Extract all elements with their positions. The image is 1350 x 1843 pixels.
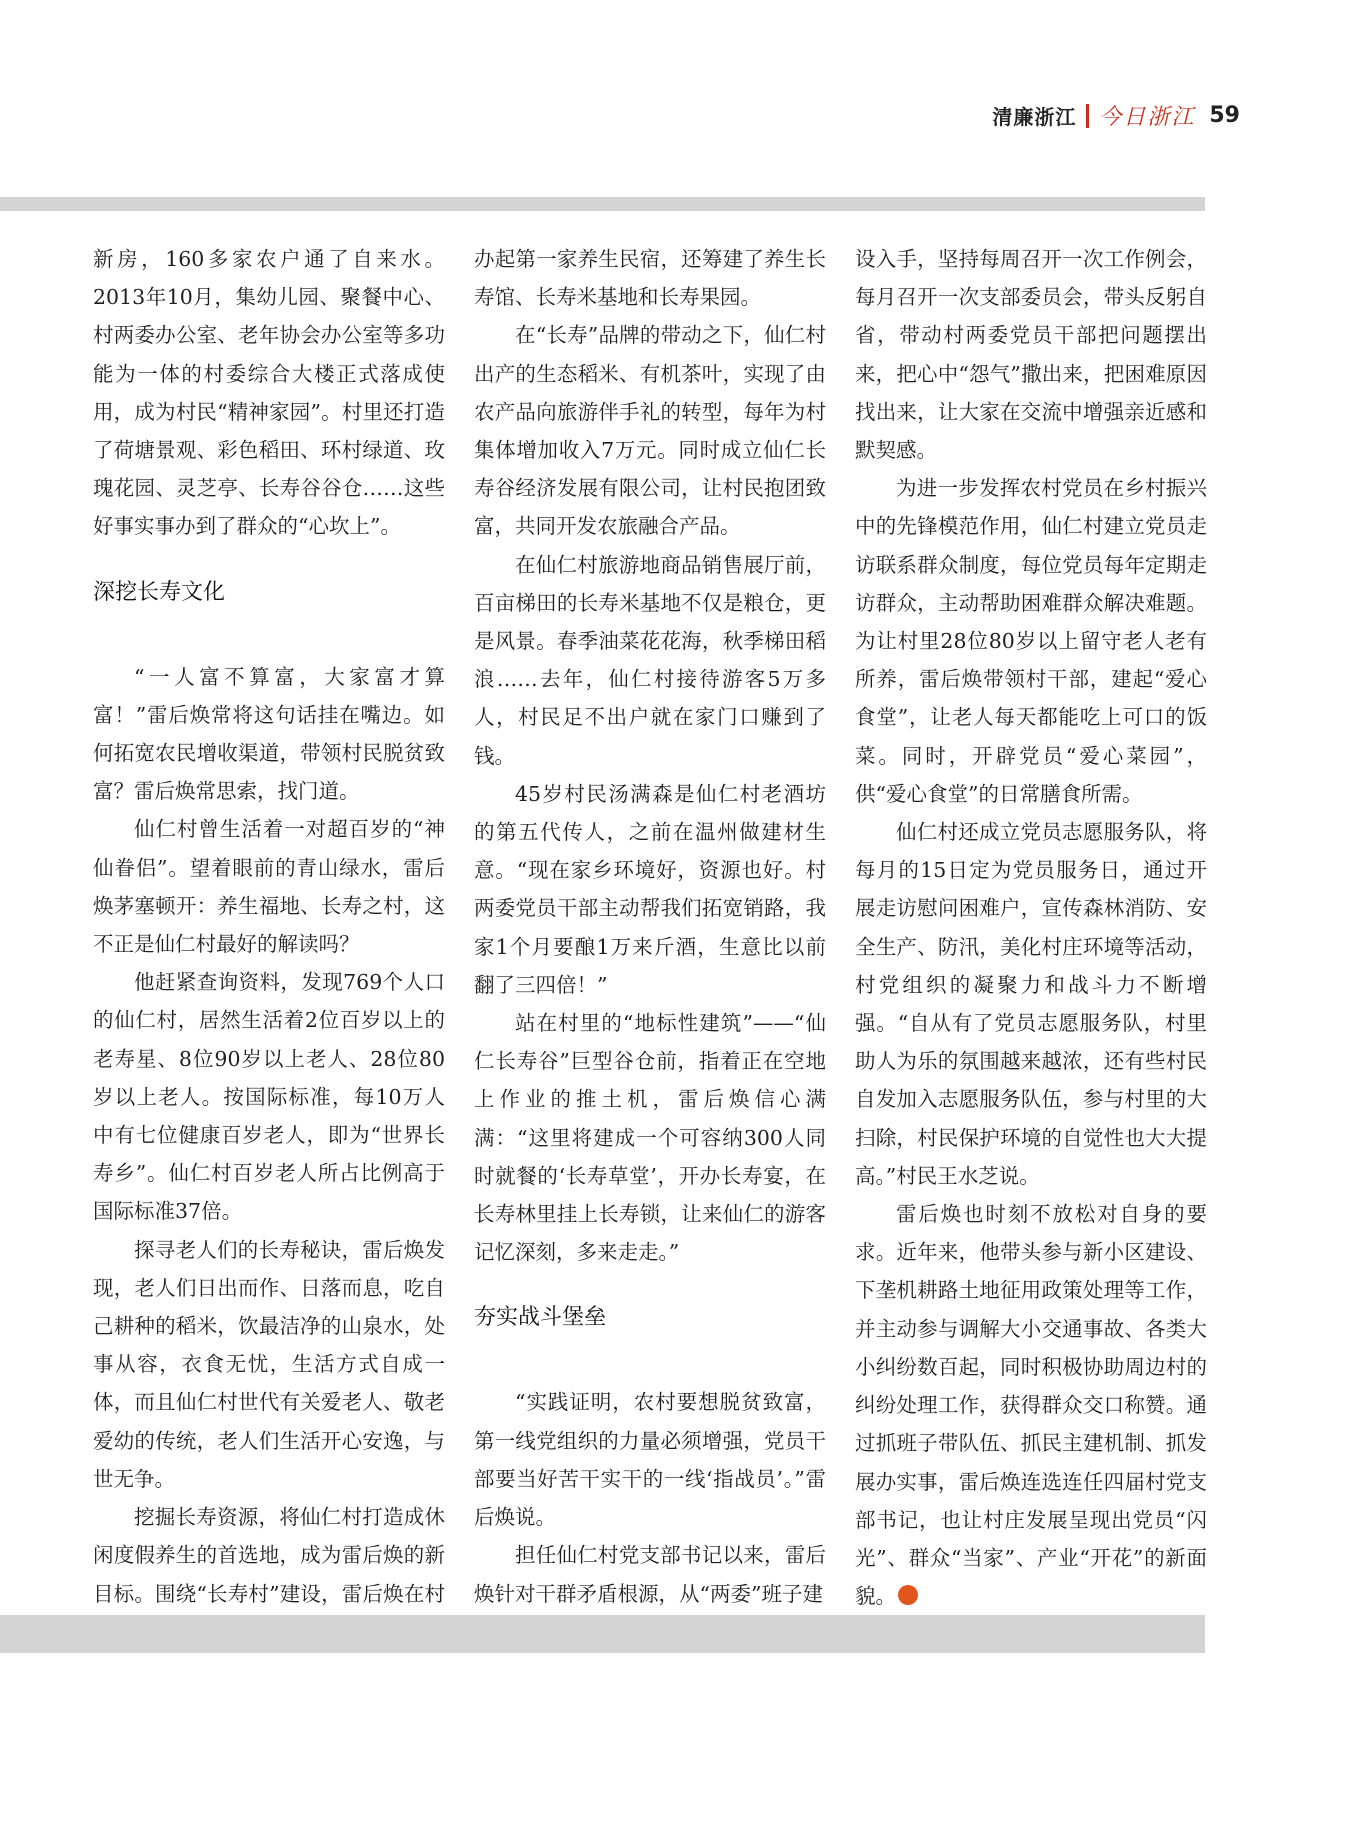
paragraph: 办起第一家养生民宿，还筹建了养生长寿馆、长寿米基地和长寿果园。 [474,247,826,310]
top-band [0,197,1205,211]
section-heading: 深挖长寿文化 [93,579,226,605]
paragraph: 新房，160多家农户通了自来水。2013年10月，集幼儿园、聚餐中心、村两委办公室、老年协会办公室等多功能为一体的村委综合大楼正式落成使用，成为村民“精神家园”。村里还打造了荷塘景观、彩色稻田、环村绿道、玫瑰花园、灵芝亭、长寿谷谷仓……这些好事实事办到了群众的“心坎上”。 [93,247,445,539]
paragraph: 仙仁村曾生活着一对超百岁的“神仙眷侣”。望着眼前的青山绿水，雷后焕茅塞顿开：养生福地、长寿之村，这不正是仙仁村最好的解读吗？ [93,817,445,957]
paragraph: 担任仙仁村党支部书记以来，雷后焕针对干群矛盾根源，从“两委”班子建 [474,1543,826,1606]
paragraph: 为进一步发挥农村党员在乡村振兴中的先锋模范作用，仙仁村建立党员走访联系群众制度，每位党员每年定期走访群众，主动帮助困难群众解决难题。为让村里28位80岁以上留守老人老有所养，雷后焕带领村干部，建起“爱心食堂”，让老人每天都能吃上可口的饭菜。同时，开辟党员“爱心菜园”，供“爱心食堂”的日常膳食所需。 [855,476,1207,806]
paragraph [855,1195,1207,1615]
paragraph: 探寻老人们的长寿秘诀，雷后焕发现，老人们日出而作、日落而息，吃自己耕种的稻米，饮最洁净的山泉水，处事从容，衣食无忧，生活方式自成一体，而且仙仁村世代有关爱老人、敬老爱幼的传统，老人们生活开心安逸，与世无争。 [93,1237,445,1491]
paragraph: “一人富不算富，大家富才算富！”雷后焕常将这句话挂在嘴边。如何拓宽农民增收渠道，带领村民脱贫致富？雷后焕常思索，找门道。 [93,664,445,804]
paragraph: 站在村里的“地标性建筑”——“仙仁长寿谷”巨型谷仓前，指着正在空地上作业的推土机，雷后焕信心满满：“这里将建成一个可容纳300人同时就餐的‘长寿草堂’，开办长寿宴，在长寿林里挂上长寿锁，让来仙仁的游客记忆深刻，多来走走。” [474,1011,826,1265]
paragraph: 挖掘长寿资源，将仙仁村打造成休闲度假养生的首选地，成为雷后焕的新目标。围绕“长寿村”建设，雷后焕在村 [93,1505,445,1606]
paragraph: 在仙仁村旅游地商品销售展厅前，百亩梯田的长寿米基地不仅是粮仓，更是风景。春季油菜花花海，秋季梯田稻浪……去年，仙仁村接待游客5万多人，村民足不出户就在家门口赚到了钱。 [474,552,826,768]
paragraph: 在“长寿”品牌的带动之下，仙仁村出产的生态稻米、有机茶叶，实现了由农产品向旅游伴手礼的转型，每年为村集体增加收入7万元。同时成立仙仁长寿谷经济发展有限公司，让村民抱团致富，共同开发农旅融合产品。 [474,323,826,539]
paragraph-text: 雷后焕也时刻不放松对自身的要求。近年来，他带头参与新小区建设、下垄机耕路土地征用政策处理等工作，并主动参与调解大小交通事故、各类大小纠纷数百起，同时积极协助周边村的纠纷处理工作，获得群众交口称赞。通过抓班子带队伍、抓民主建机制、抓发展办实事，雷后焕连选连任四届村党支部书记，也让村庄发展呈现出党员“闪光”、群众“当家”、产业“开花”的新面貌。 [855,1202,1207,1609]
page-header [992,100,1240,131]
paragraph: 他赶紧查询资料，发现769个人口的仙仁村，居然生活着2位百岁以上的老寿星、8位90岁以上老人、28位80岁以上老人。按国际标准，每10万人中有七位健康百岁老人，即为“世界长寿乡”。仙仁村百岁老人所占比例高于国际标准37倍。 [93,970,445,1224]
header-divider [1086,104,1089,128]
column-3 [855,240,1207,1615]
paragraph: 45岁村民汤满森是仙仁村老酒坊的第五代传人，之前在温州做建材生意。“现在家乡环境好，资源也好。村两委党员干部主动帮我们拓宽销路，我家1个月要酿1万来斤酒，生意比以前翻了三四倍！” [474,781,826,997]
column-2 [474,240,826,1613]
bottom-band [0,1615,1205,1653]
page-number: 59 [1209,103,1240,128]
section-heading: 夯实战斗堡垒 [474,1305,607,1331]
paragraph: 仙仁村还成立党员志愿服务队，将每月的15日定为党员服务日，通过开展走访慰问困难户，宣传森林消防、安全生产、防汛，美化村庄环境等活动，村党组织的凝聚力和战斗力不断增强。“自从有了党员志愿服务队，村里助人为乐的氛围越来越浓，还有些村民自发加入志愿服务队伍，参与村里的大扫除，村民保护环境的自觉性也大大提高。”村民王水芝说。 [855,820,1207,1188]
end-mark-icon [898,1585,918,1605]
paragraph: 设入手，坚持每周召开一次工作例会，每月召开一次支部委员会，带头反躬自省，带动村两委党员干部把问题摆出来，把心中“怨气”撒出来，把困难原因找出来，让大家在交流中增强亲近感和默契感。 [855,247,1207,463]
section-title: 清廉浙江 [992,105,1077,129]
column-1 [93,240,445,1651]
paragraph: “实践证明，农村要想脱贫致富，第一线党组织的力量必须增强，党员干部要当好苦干实干的一线‘指战员’。”雷后焕说。 [474,1390,826,1530]
magazine-logo: 今日浙江 [1099,105,1196,130]
